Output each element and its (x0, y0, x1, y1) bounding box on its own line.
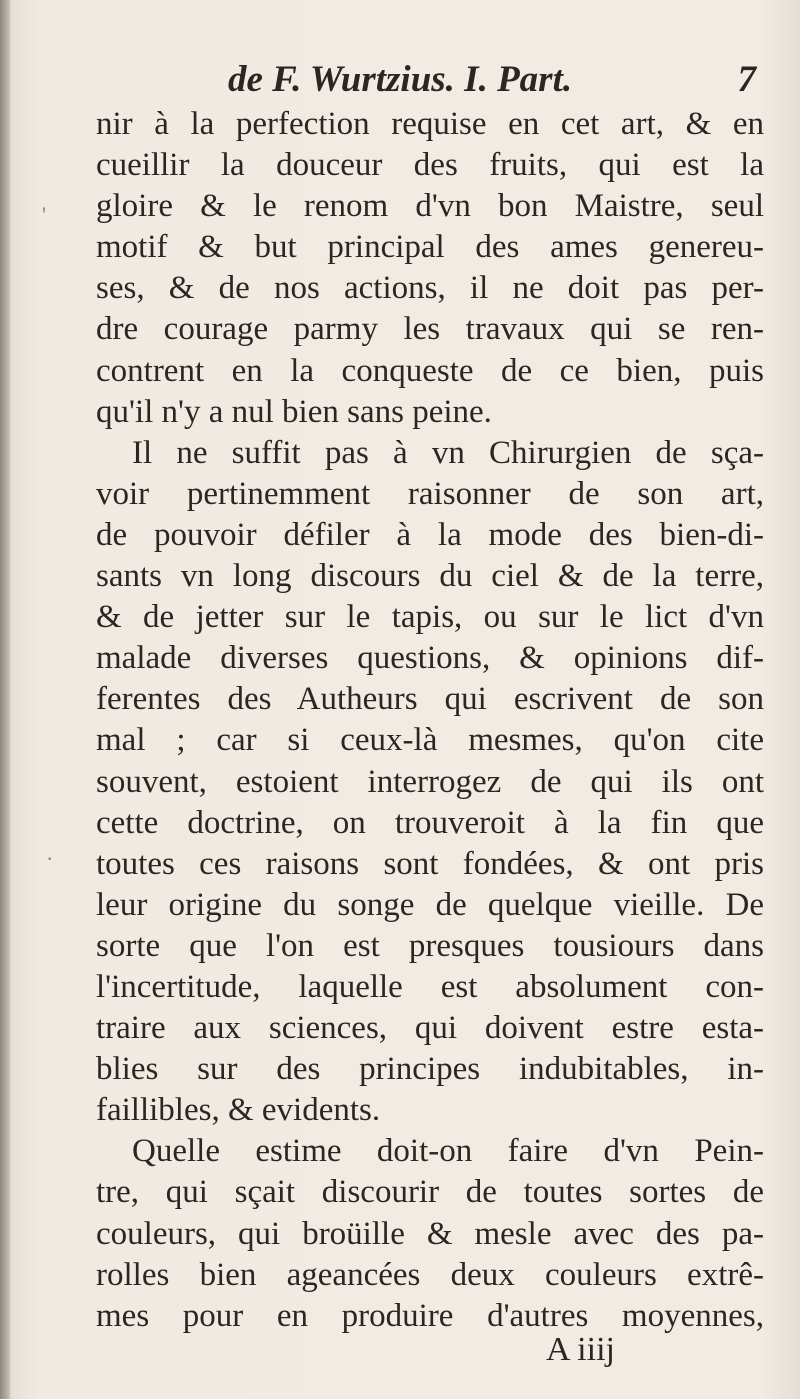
text-line: contrent en la conqueste de ce bien, puis (96, 352, 764, 389)
text-line: traire aux sciences, qui doivent estre esta- (96, 1010, 764, 1047)
text-line: de pouvoir défiler à la mode des bien-di- (96, 516, 764, 553)
margin-tick-mark: ' (42, 202, 46, 227)
text-line: toutes ces raisons sont fondées, & ont pris (96, 845, 764, 882)
running-head-title: de F. Wurtzius. I. Part. (228, 59, 573, 100)
text-line: l'incertitude, laquelle est absolument con- (96, 968, 764, 1005)
text-line: & de jetter sur le tapis, ou sur le lict d'vn (96, 599, 764, 636)
text-line: rolles bien ageancées deux couleurs extrê- (96, 1256, 764, 1293)
text-line: voir pertinemment raisonner de son art, (96, 475, 764, 512)
text-line: cueillir la douceur des fruits, qui est la (96, 147, 764, 184)
text-line: sants vn long discours du ciel & de la terre, (96, 558, 764, 595)
text-line: motif & but principal des ames genereu- (96, 229, 764, 266)
text-line: mes pour en produire d'autres moyennes, (96, 1297, 764, 1334)
text-line: cette doctrine, on trouveroit à la fin que (96, 804, 764, 841)
paragraph (96, 1131, 764, 1336)
text-line: couleurs, qui broüille & mesle avec des pa- (96, 1215, 764, 1252)
text-line: faillibles, & evidents. (96, 1092, 381, 1129)
text-line: blies sur des principes indubitables, in- (96, 1051, 764, 1088)
margin-dot-mark: · (46, 846, 54, 871)
text-line: Quelle estime doit-on faire d'vn Pein- (132, 1133, 764, 1170)
text-line: souvent, estoient interrogez de qui ils ont (96, 763, 764, 800)
text-line: gloire & le renom d'vn bon Maistre, seul (96, 188, 764, 225)
page-gutter-edge (0, 0, 10, 1399)
body-text (96, 104, 764, 1337)
text-line: nir à la perfection requise en cet art, & en (96, 106, 764, 142)
running-head (228, 58, 756, 102)
text-line: dre courage parmy les travaux qui se ren- (96, 311, 764, 348)
signature-mark: A iiij (546, 1331, 615, 1368)
text-line: mal ; car si ceux-là mesmes, qu'on cite (96, 722, 764, 759)
paragraph (96, 433, 764, 1132)
text-line: qu'il n'y a nul bien sans peine. (96, 393, 492, 430)
text-line: leur origine du songe de quelque vieille. De (96, 886, 764, 923)
text-line: sorte que l'on est presques tousiours dans (96, 927, 764, 964)
text-line: Il ne suffit pas à vn Chirurgien de sça- (132, 434, 764, 471)
text-line: ferentes des Autheurs qui escrivent de son (96, 681, 764, 718)
text-line: tre, qui sçait discourir de toutes sortes de (96, 1174, 764, 1211)
page-number: 7 (737, 59, 756, 100)
text-line: ses, & de nos actions, il ne doit pas per- (96, 270, 764, 307)
paragraph (96, 104, 764, 433)
text-line: malade diverses questions, & opinions dif- (96, 640, 764, 677)
